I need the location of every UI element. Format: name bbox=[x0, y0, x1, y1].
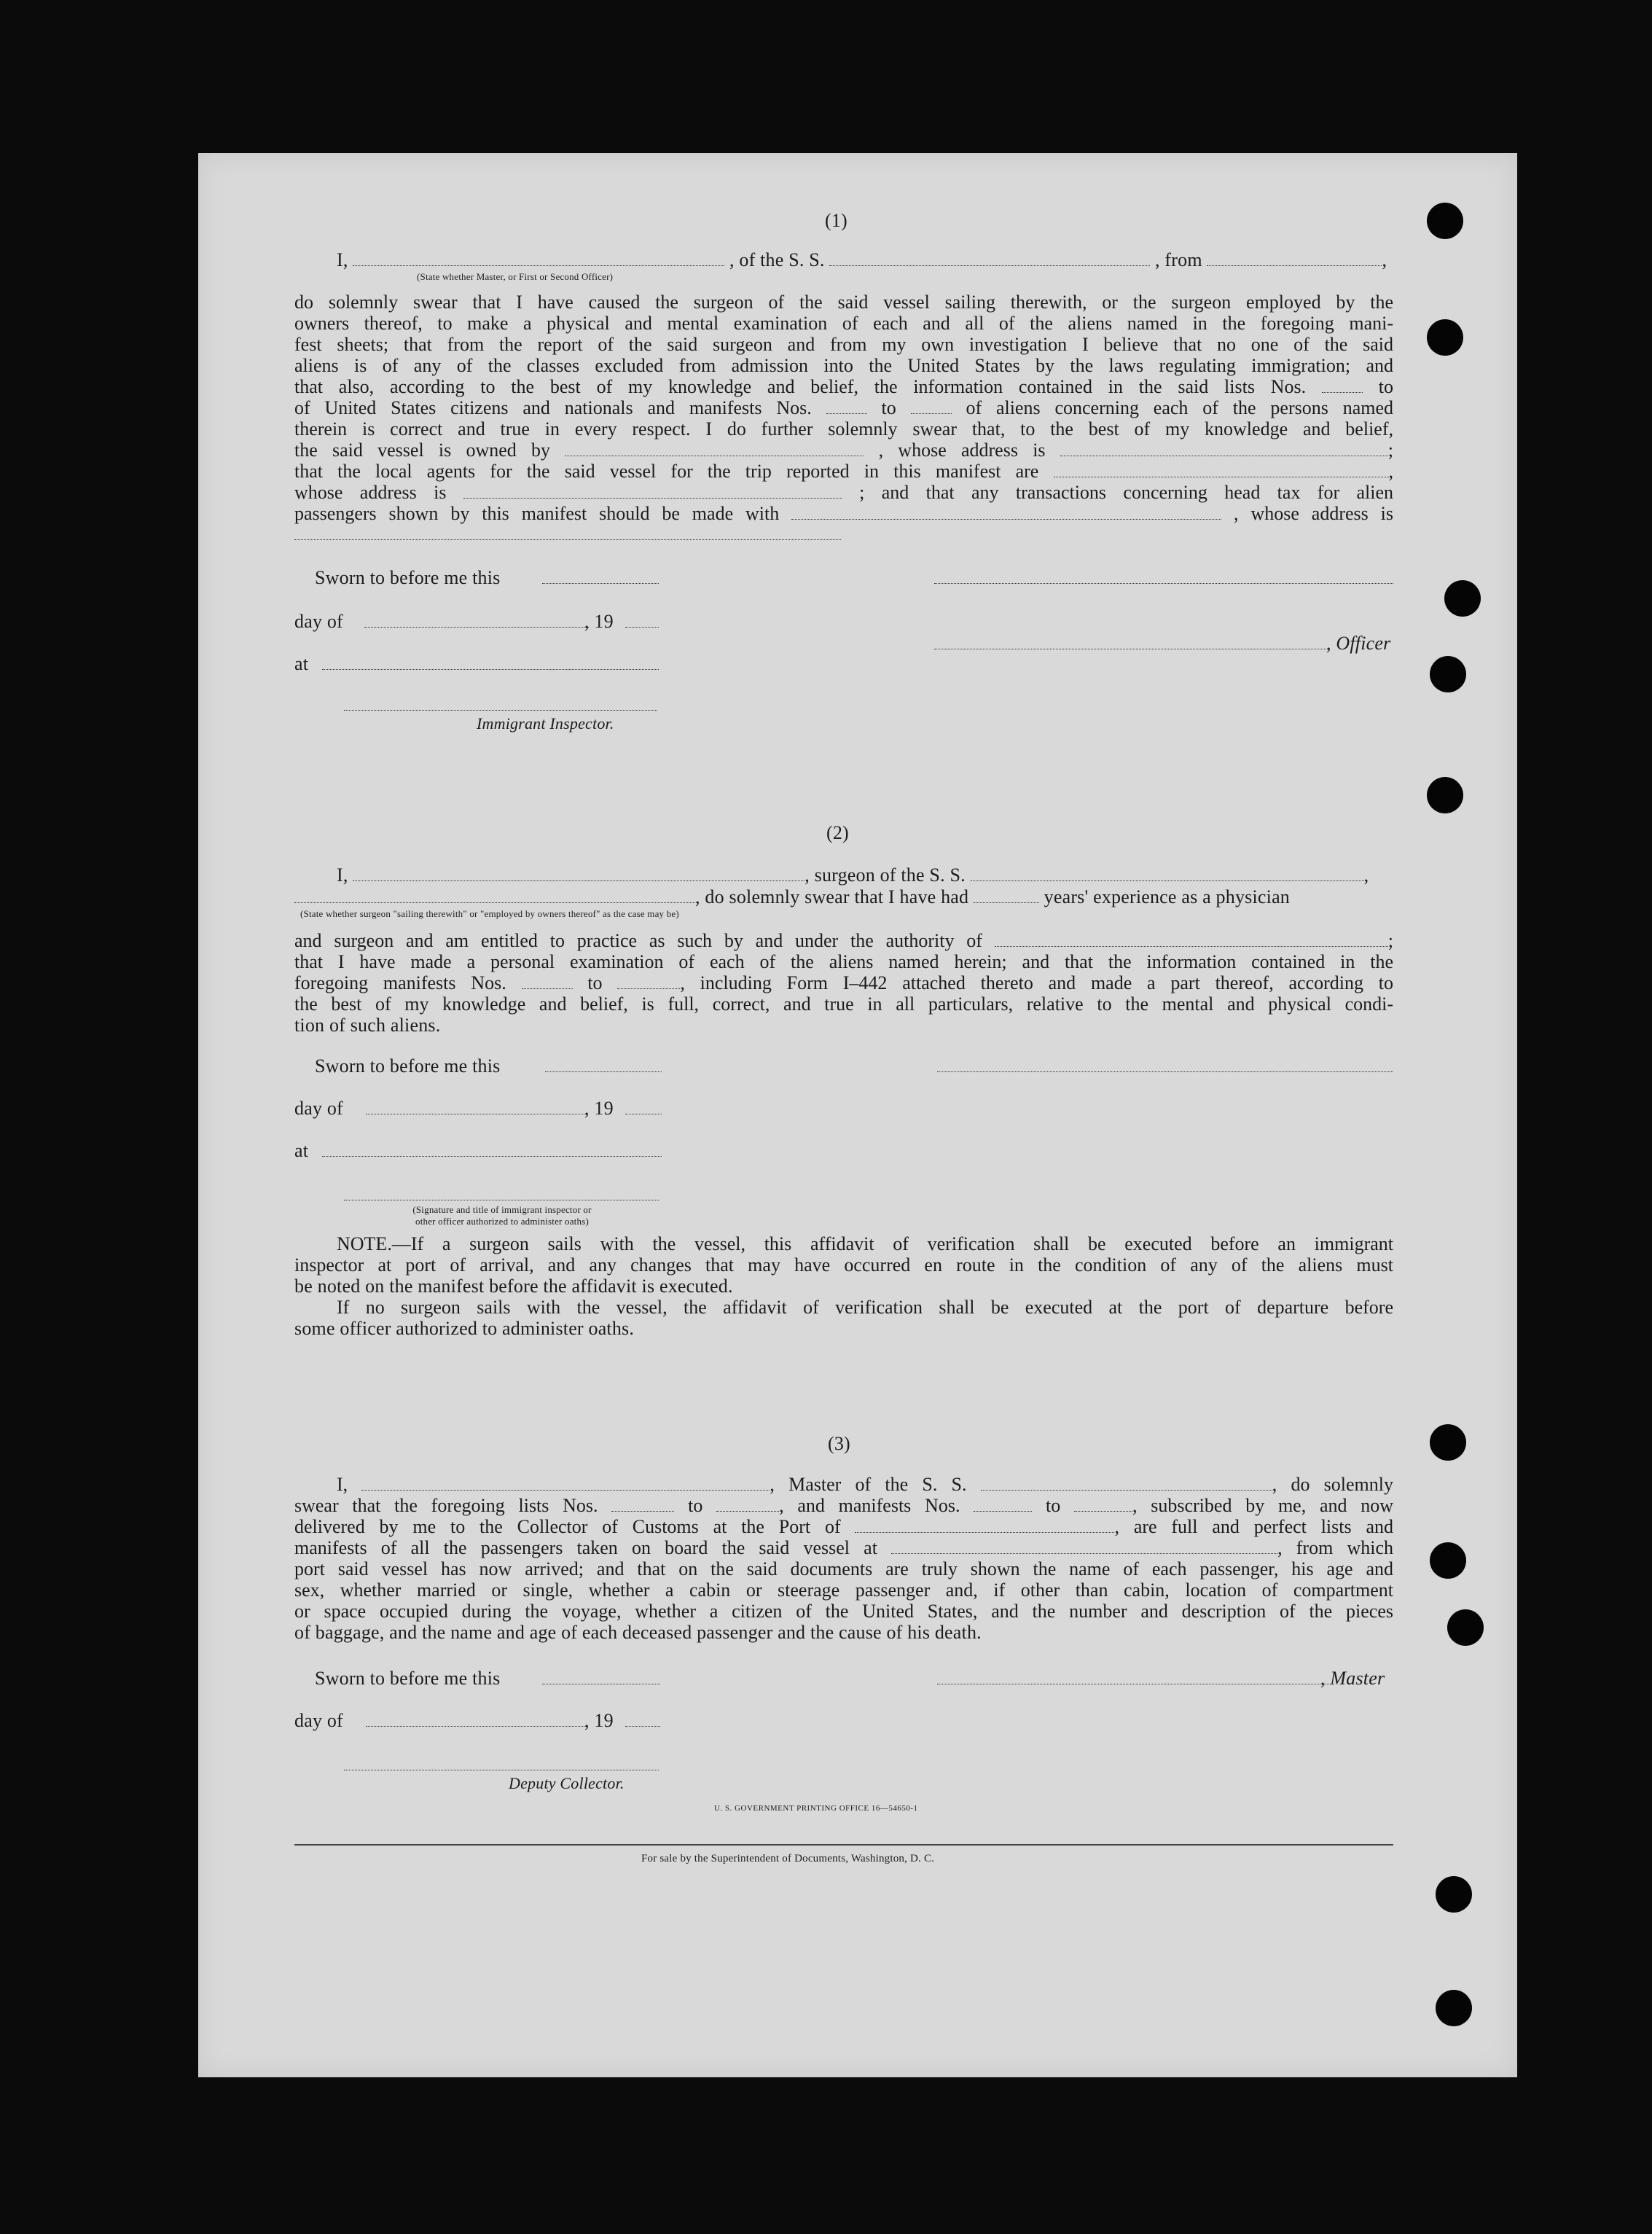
agents-address-blank[interactable] bbox=[463, 482, 842, 499]
manifest-from-blank[interactable] bbox=[826, 397, 867, 414]
manifest-from-blank[interactable] bbox=[974, 1495, 1032, 1512]
text: that also, according to the best of my knowledge and belief, the information contained in the said lists Nos. bbox=[294, 376, 1307, 397]
year-label: , 19 bbox=[584, 1098, 614, 1119]
text: , do solemnly bbox=[1272, 1474, 1393, 1495]
label: I, bbox=[337, 249, 348, 270]
paragraph-line: owners thereof, to make a physical and mental examination of each and all of the aliens named in the foregoing mani- bbox=[294, 313, 1393, 334]
surgeon-name-blank[interactable] bbox=[353, 864, 805, 881]
at-label: at bbox=[294, 1140, 309, 1161]
head-tax-party-blank[interactable] bbox=[791, 503, 1221, 520]
section-number: (3) bbox=[828, 1433, 850, 1454]
paragraph-line bbox=[294, 482, 1393, 504]
text: to bbox=[1045, 1495, 1061, 1516]
paragraph-line: or space occupied during the voyage, whether a citizen of the United States, and the number and description of the pieces bbox=[294, 1601, 1393, 1622]
officer-signature-blank[interactable] bbox=[934, 583, 1393, 584]
text: , from which bbox=[1277, 1537, 1393, 1558]
oath-line bbox=[294, 886, 1290, 908]
paragraph-line: that I have made a personal examination of each of the aliens named herein; and that the information contained in the bbox=[294, 951, 1393, 972]
note-line bbox=[337, 1233, 1393, 1255]
paragraph-line: the best of my knowledge and belief, is full, correct, and true in all particulars, relative to the mental and physical condi- bbox=[294, 993, 1393, 1015]
punch-hole bbox=[1427, 203, 1463, 239]
paragraph-line bbox=[294, 972, 1393, 994]
surgeon-status-blank[interactable] bbox=[294, 886, 695, 903]
text: swear that the foregoing lists Nos. bbox=[294, 1495, 598, 1516]
text: ; bbox=[1387, 440, 1394, 461]
text: to bbox=[587, 972, 603, 993]
form-page bbox=[198, 153, 1517, 2077]
oath-line bbox=[337, 249, 1387, 271]
paragraph-line: do solemnly swear that I have caused the surgeon of the said vessel sailing therewith, or the surgeon employed by the bbox=[294, 292, 1393, 313]
punch-hole bbox=[1444, 580, 1481, 617]
label: , from bbox=[1155, 249, 1202, 270]
year-blank[interactable] bbox=[625, 1726, 660, 1727]
address-blank[interactable] bbox=[294, 539, 841, 540]
punch-hole bbox=[1436, 1990, 1472, 2026]
text: , surgeon of the S. S. bbox=[805, 864, 966, 886]
paragraph-line: therein is correct and true in every respect. I do further solemnly swear that, to the best of my knowledge and belief, bbox=[294, 418, 1393, 440]
text: to bbox=[881, 397, 896, 418]
list-to-blank[interactable] bbox=[716, 1495, 779, 1512]
paragraph-line bbox=[294, 461, 1393, 483]
at-label: at bbox=[294, 653, 309, 674]
text: , are full and perfect lists and bbox=[1114, 1516, 1393, 1537]
day-label: day of bbox=[294, 1098, 343, 1119]
officer-title: , Officer bbox=[1326, 633, 1391, 654]
collector-title: Deputy Collector. bbox=[509, 1774, 625, 1792]
sworn-label: Sworn to before me this bbox=[315, 1668, 501, 1689]
paragraph-line bbox=[294, 503, 1393, 525]
port-from-blank[interactable] bbox=[1207, 249, 1382, 266]
text: NOTE.—If a surgeon sails with the vessel, this affidavit of verification shall be executed before an immigrant bbox=[337, 1233, 1393, 1254]
sworn-date-blank[interactable] bbox=[542, 583, 659, 584]
printing-office-imprint: U. S. GOVERNMENT PRINTING OFFICE 16—54650-1 bbox=[714, 1804, 918, 1813]
text: ; and that any transactions concerning head tax for alien bbox=[859, 482, 1393, 503]
text: of United States citizens and nationals and manifests Nos. bbox=[294, 397, 812, 418]
note-line: inspector at port of arrival, and any changes that may have occurred en route in the condition of any of the aliens must bbox=[294, 1254, 1393, 1276]
text: ; bbox=[1387, 930, 1394, 951]
list-from-blank[interactable] bbox=[611, 1495, 674, 1512]
text: , including Form I–442 attached thereto and made a part thereof, according to bbox=[680, 972, 1394, 993]
vessel-name-blank[interactable] bbox=[971, 864, 1364, 881]
paragraph-line: fest sheets; that from the report of the said surgeon and from my own investigation I believe that no one of the said bbox=[294, 334, 1393, 355]
text: the said vessel is owned by bbox=[294, 440, 551, 461]
note-line: be noted on the manifest before the affidavit is executed. bbox=[294, 1276, 733, 1297]
day-label: day of bbox=[294, 611, 343, 632]
paragraph-line: sex, whether married or single, whether a cabin or steerage passenger and, if other than cabin, location of compartment bbox=[294, 1579, 1393, 1601]
paragraph-line: aliens is of any of the classes excluded from admission into the United States by the laws regulating immigration; and bbox=[294, 355, 1393, 376]
punch-hole bbox=[1427, 319, 1463, 356]
text: whose address is bbox=[294, 482, 447, 503]
years-blank[interactable] bbox=[974, 886, 1039, 903]
owner-address-blank[interactable] bbox=[1060, 440, 1388, 456]
text: I, bbox=[337, 1474, 348, 1495]
vessel-name-blank[interactable] bbox=[981, 1474, 1272, 1491]
master-name-blank[interactable] bbox=[361, 1474, 770, 1491]
text: manifests of all the passengers taken on board the said vessel at bbox=[294, 1537, 877, 1558]
text: to bbox=[688, 1495, 703, 1516]
text: , and manifests Nos. bbox=[779, 1495, 960, 1516]
oath-line bbox=[337, 1474, 1393, 1496]
day-label: day of bbox=[294, 1710, 343, 1731]
owner-blank[interactable] bbox=[565, 440, 864, 456]
day-blank[interactable] bbox=[366, 1726, 587, 1727]
port-blank[interactable] bbox=[855, 1516, 1114, 1533]
punch-hole bbox=[1430, 656, 1466, 692]
oath-line bbox=[294, 1537, 1393, 1559]
note-line: some officer authorized to administer oaths. bbox=[294, 1318, 635, 1339]
paragraph-line: tion of such aliens. bbox=[294, 1015, 441, 1036]
paragraph-line bbox=[294, 440, 1393, 461]
text: , whose address is bbox=[1234, 503, 1393, 524]
punch-hole bbox=[1447, 1609, 1484, 1646]
year-blank[interactable] bbox=[625, 627, 659, 628]
field-caption: (State whether surgeon "sailing therewith" or "employed by owners thereof" as the case may be) bbox=[300, 908, 679, 919]
sworn-label: Sworn to before me this bbox=[315, 1055, 501, 1077]
oath-line bbox=[294, 1495, 1393, 1517]
year-label: , 19 bbox=[584, 1710, 614, 1731]
paragraph-line: port said vessel has now arrived; and that on the said documents are truly shown the name of each passenger, his age and bbox=[294, 1558, 1393, 1579]
manifest-to-blank[interactable] bbox=[617, 972, 680, 989]
text: delivered by me to the Collector of Customs at the Port of bbox=[294, 1516, 841, 1537]
punch-hole bbox=[1436, 1876, 1472, 1913]
surgeon-signature-blank[interactable] bbox=[937, 1071, 1393, 1072]
field-caption: (State whether Master, or First or Second Officer) bbox=[417, 271, 614, 282]
label: , of the S. S. bbox=[729, 249, 825, 270]
local-agents-blank[interactable] bbox=[1054, 461, 1389, 477]
sale-notice: For sale by the Superintendent of Documents, Washington, D. C. bbox=[641, 1853, 935, 1864]
inspector-signature-blank[interactable] bbox=[344, 710, 657, 711]
text: years' experience as a physician bbox=[1044, 886, 1291, 907]
oath-line bbox=[337, 864, 1369, 886]
text: I, bbox=[337, 864, 348, 886]
vessel-name-blank[interactable] bbox=[829, 249, 1150, 266]
paragraph-line bbox=[294, 397, 1393, 419]
place-blank[interactable] bbox=[322, 669, 659, 670]
punch-hole bbox=[1427, 777, 1463, 813]
text: , whose address is bbox=[878, 440, 1046, 461]
inspector-title: Immigrant Inspector. bbox=[477, 714, 614, 733]
master-title: , Master bbox=[1320, 1668, 1385, 1689]
text: foregoing manifests Nos. bbox=[294, 972, 506, 993]
text: passengers shown by this manifest should be made with bbox=[294, 503, 780, 524]
sworn-label: Sworn to before me this bbox=[315, 567, 501, 588]
manifest-from-blank[interactable] bbox=[522, 972, 573, 989]
footer-rule bbox=[294, 1844, 1393, 1846]
section-number: (2) bbox=[826, 822, 849, 843]
text: , subscribed by me, and now bbox=[1132, 1495, 1394, 1516]
sworn-date-blank[interactable] bbox=[545, 1071, 662, 1072]
authority-blank[interactable] bbox=[995, 930, 1388, 947]
text: to bbox=[1378, 376, 1394, 397]
signature-caption: (Signature and title of immigrant inspector or bbox=[412, 1204, 592, 1215]
place-blank[interactable] bbox=[322, 1156, 662, 1157]
list-from-blank[interactable] bbox=[1322, 376, 1363, 393]
manifest-to-blank[interactable] bbox=[911, 397, 952, 414]
paragraph-line bbox=[294, 930, 1393, 952]
oath-line bbox=[294, 1516, 1393, 1538]
manifest-to-blank[interactable] bbox=[1074, 1495, 1132, 1512]
day-blank[interactable] bbox=[364, 627, 589, 628]
note-line: If no surgeon sails with the vessel, the affidavit of verification shall be executed at the port of departure before bbox=[337, 1297, 1393, 1318]
officer-rank-blank[interactable] bbox=[353, 249, 724, 266]
text: that the local agents for the said vessel for the trip reported in this manifest are bbox=[294, 461, 1039, 482]
embarkation-port-blank[interactable] bbox=[891, 1537, 1277, 1554]
punch-hole bbox=[1430, 1542, 1466, 1579]
label: , bbox=[1382, 249, 1387, 270]
signature-caption: other officer authorized to administer oaths) bbox=[415, 1216, 589, 1227]
text: and surgeon and am entitled to practice as such by and under the authority of bbox=[294, 930, 982, 951]
text: , bbox=[1388, 461, 1394, 482]
text: of aliens concerning each of the persons named bbox=[966, 397, 1394, 418]
text: , Master of the S. S. bbox=[770, 1474, 967, 1495]
text: , do solemnly swear that I have had bbox=[695, 886, 969, 907]
text: , bbox=[1363, 864, 1369, 886]
paragraph-line bbox=[294, 376, 1393, 398]
section-number: (1) bbox=[825, 210, 847, 231]
paragraph-line: of baggage, and the name and age of each deceased passenger and the cause of his death. bbox=[294, 1622, 982, 1643]
year-label: , 19 bbox=[584, 611, 614, 632]
punch-hole bbox=[1430, 1424, 1466, 1461]
